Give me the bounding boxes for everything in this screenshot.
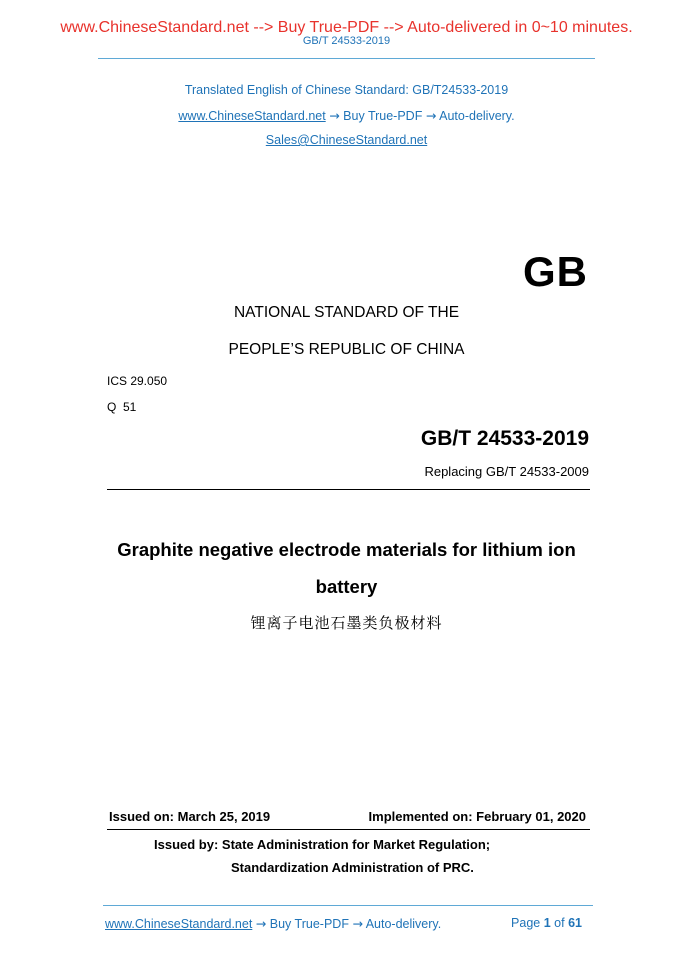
footer-auto-delivery-text: Auto-delivery. xyxy=(365,917,442,931)
national-standard-line1: NATIONAL STANDARD OF THE xyxy=(233,304,460,321)
page-current: 1 xyxy=(543,916,551,930)
page-indicator xyxy=(511,916,582,930)
page-label: Page xyxy=(511,916,541,930)
translated-notice: Translated English of Chinese Standard: GB/T24533-2019 xyxy=(184,83,509,97)
document-title-line1: Graphite negative electrode materials for lithium ion xyxy=(117,539,576,560)
replacing-standard: Replacing GB/T 24533-2009 xyxy=(424,464,589,479)
issued-by-line2: Standardization Administration of PRC. xyxy=(231,860,474,875)
footer-buy-text: Buy True-PDF xyxy=(269,917,349,931)
header-document-id: GB/T 24533-2019 xyxy=(302,35,391,47)
gb-logo: GB xyxy=(523,248,588,295)
issue-divider xyxy=(107,829,590,830)
document-title-chinese: 锂离子电池石墨类负极材料 xyxy=(250,614,443,632)
footer-links xyxy=(105,916,441,931)
issued-by-line1: Issued by: State Administration for Market Regulation; xyxy=(154,837,491,852)
page-of-label: of xyxy=(554,916,565,930)
sales-email-link[interactable]: Sales@ChineseStandard.net xyxy=(265,133,428,147)
arrow-right-icon: → xyxy=(255,916,267,931)
title-divider xyxy=(107,489,590,490)
standard-number: GB/T 24533-2019 xyxy=(420,427,589,450)
footer-divider xyxy=(103,905,593,906)
buy-true-pdf-text: Buy True-PDF xyxy=(343,109,423,123)
footer-site-link[interactable]: www.ChineseStandard.net xyxy=(105,917,253,931)
intro-links-line xyxy=(0,108,693,123)
document-title-line2: battery xyxy=(315,576,378,597)
national-standard-line2: PEOPLE’S REPUBLIC OF CHINA xyxy=(228,341,465,358)
auto-delivery-text: Auto-delivery. xyxy=(439,109,515,123)
issued-on-date: Issued on: March 25, 2019 xyxy=(109,809,271,824)
promo-banner[interactable]: www.ChineseStandard.net --> Buy True-PDF --> Auto-delivered in 0~10 minutes. xyxy=(60,19,633,36)
header-divider xyxy=(98,58,595,59)
sales-email-line xyxy=(0,133,693,147)
arrow-right-icon: → xyxy=(425,108,437,123)
arrow-right-icon: → xyxy=(329,108,340,123)
implemented-on-date: Implemented on: February 01, 2020 xyxy=(368,809,586,824)
arrow-right-icon: → xyxy=(352,916,363,931)
q-code: Q 51 xyxy=(107,400,137,414)
page-total: 61 xyxy=(568,916,582,930)
ics-code: ICS 29.050 xyxy=(107,374,168,388)
site-link[interactable]: www.ChineseStandard.net xyxy=(178,109,326,123)
